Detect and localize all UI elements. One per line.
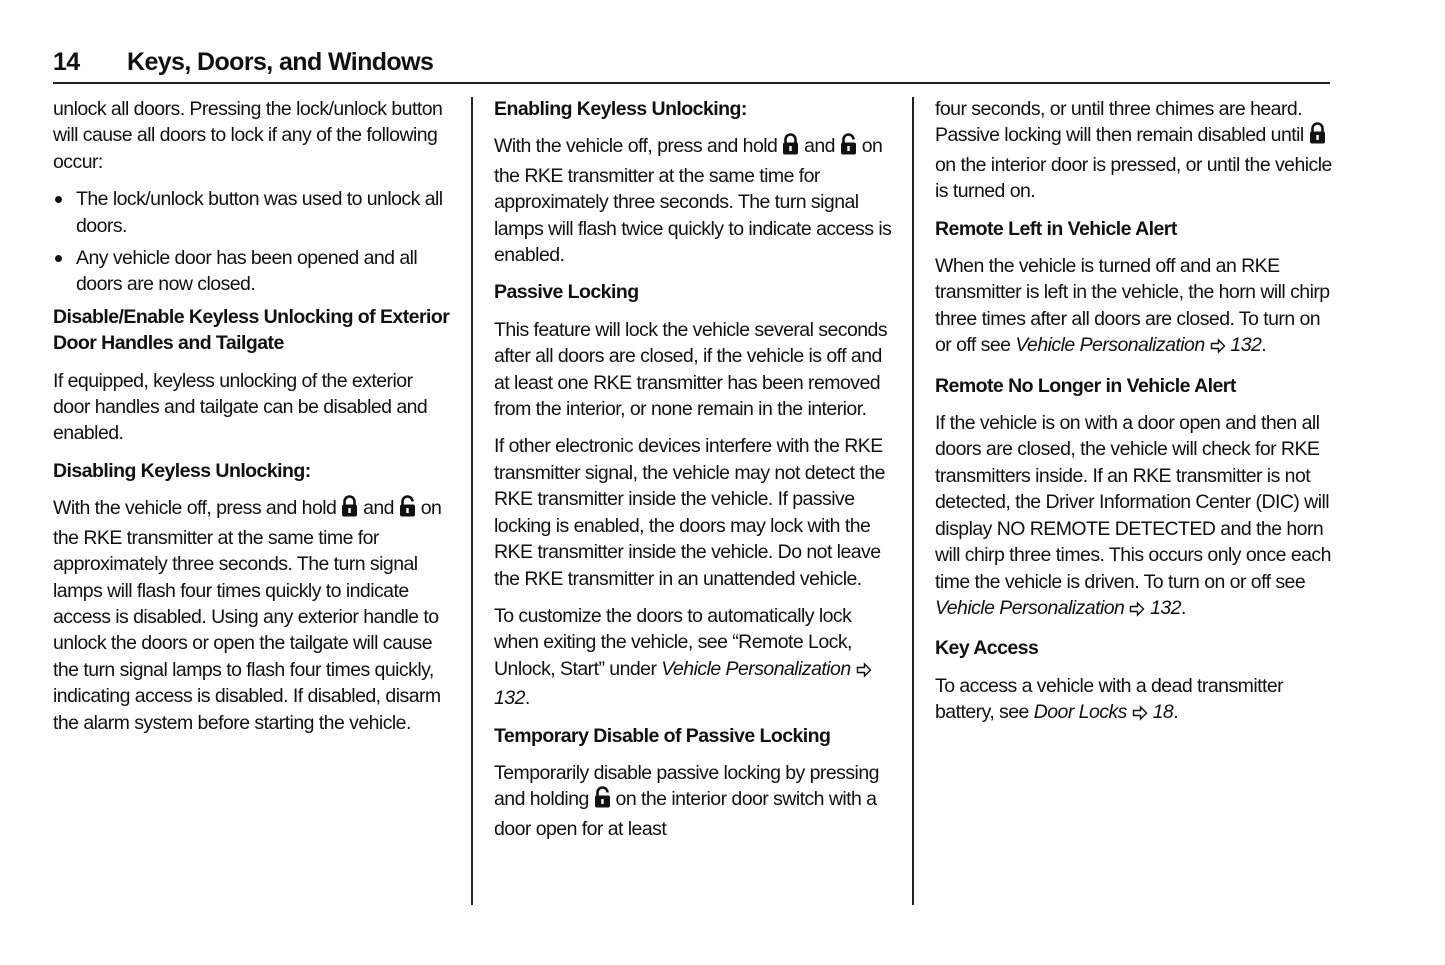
text: Remote No Longer in Vehicle Alert xyxy=(935,374,1236,397)
cross-reference: Vehicle Personalization xyxy=(1015,334,1205,357)
lock-icon xyxy=(782,133,799,162)
see-reference-arrow-icon xyxy=(856,659,872,685)
text: on the RKE transmitter at the same time for approximately three seconds. The turn signal lamps will flash four times quickly to indicate access is disabled. Using any exterior handle to unlock the doors or open the tailgate will cause the turn signal lamps to flash four times quickly, indicating access is disabled. If disabled, disarm the alarm system before starting the vehicle. xyxy=(53,497,442,734)
cross-reference: 18 xyxy=(1147,701,1174,724)
section-heading xyxy=(935,216,1333,242)
text: . xyxy=(524,687,530,710)
text: unlock all doors. Pressing the lock/unlock button will cause all doors to lock if any of the following occur: xyxy=(53,98,443,173)
bullet-item xyxy=(53,186,451,239)
paragraph xyxy=(494,133,892,268)
section-heading xyxy=(494,723,892,749)
column-1 xyxy=(53,96,451,747)
text: Any vehicle door has been opened and all doors are now closed. xyxy=(76,247,418,296)
text: When the vehicle is turned off and an RKE transmitter is left in the vehicle, the horn will chirp three times after all doors are closed. To turn on or off see xyxy=(935,255,1330,357)
text: and xyxy=(358,497,399,520)
text: Passive Locking xyxy=(494,281,639,304)
paragraph xyxy=(494,433,892,591)
text: Enabling Keyless Unlocking: xyxy=(494,98,747,120)
lock-icon xyxy=(341,495,358,524)
paragraph xyxy=(494,760,892,842)
column-2 xyxy=(494,96,892,853)
text: Key Access xyxy=(935,637,1039,660)
see-reference-arrow-icon xyxy=(1132,702,1148,728)
unlock-icon xyxy=(840,133,857,162)
paragraph xyxy=(494,317,892,423)
see-reference-arrow-icon xyxy=(1129,598,1145,624)
cross-reference: Vehicle Personalization xyxy=(935,596,1125,619)
page-title: Keys, Doors, and Windows xyxy=(127,48,434,76)
text: Disable/Enable Keyless Unlocking of Exterior Door Handles and Tailgate xyxy=(53,305,450,355)
text: four seconds, or until three chimes are heard. Passive locking will then remain disabled until xyxy=(935,98,1309,147)
text: Temporary Disable of Passive Locking xyxy=(494,724,831,747)
section-heading xyxy=(935,373,1333,399)
text: Remote Left in Vehicle Alert xyxy=(935,217,1177,240)
section-heading xyxy=(935,635,1333,661)
bullet-item xyxy=(53,245,451,298)
cross-reference: Vehicle Personalization xyxy=(661,657,851,680)
paragraph xyxy=(53,368,451,447)
text: If other electronic devices interfere with the RKE transmitter signal, the vehicle may not detect the RKE transmitter inside the vehicle. If passive locking is enabled, the doors may lock with the RKE transmitter inside the vehicle. Do not leave the RKE transmitter in an unattended vehicle. xyxy=(494,435,885,590)
see-reference-arrow-icon xyxy=(1210,335,1226,361)
section-heading xyxy=(494,96,892,122)
text: Disabling Keyless Unlocking: xyxy=(53,459,311,482)
text: and xyxy=(799,135,840,158)
cross-reference: Door Locks xyxy=(1033,701,1127,724)
text: To access a vehicle with a dead transmitter battery, see xyxy=(935,674,1284,724)
page-number: 14 xyxy=(53,48,80,76)
cross-reference: 132 xyxy=(1145,596,1181,619)
cross-reference: 132 xyxy=(494,687,525,710)
text: on the interior door switch with a door open for at least xyxy=(494,788,877,840)
paragraph xyxy=(935,253,1333,362)
cross-reference: 132 xyxy=(1225,334,1262,357)
text: on the interior door is pressed, or until the vehicle is turned on. xyxy=(935,153,1332,203)
text: on the RKE transmitter at the same time for approximately three seconds. The turn signal lamps will flash twice quickly to indicate access is enabled. xyxy=(494,135,892,267)
text: . xyxy=(1261,334,1267,357)
paragraph xyxy=(53,96,451,175)
text: With the vehicle off, press and hold xyxy=(53,497,342,520)
text: The lock/unlock button was used to unlock all doors. xyxy=(76,188,443,237)
paragraph xyxy=(935,410,1333,624)
header-rule xyxy=(53,82,1330,84)
column-divider xyxy=(471,97,473,905)
text: This feature will lock the vehicle several seconds after all doors are closed, if the vehicle is off and at least one RKE transmitter has been removed from the interior, or none remain in the interior. xyxy=(494,318,888,421)
section-heading xyxy=(53,458,451,484)
lock-icon xyxy=(1309,122,1326,151)
text: . xyxy=(1173,701,1179,724)
column-3 xyxy=(935,96,1333,740)
page-header xyxy=(53,48,433,77)
text: If the vehicle is on with a door open and then all doors are closed, the vehicle will check for RKE transmitters inside. If an RKE transmitter is not detected, the Driver Information Center (DIC) will display NO REMOTE DETECTED and the horn will chirp three times. This occurs only once each time the vehicle is driven. To turn on or off see xyxy=(935,412,1331,593)
text: . xyxy=(1180,596,1186,619)
text: If equipped, keyless unlocking of the exterior door handles and tailgate can be disabled and enabled. xyxy=(53,369,428,445)
section-heading xyxy=(494,279,892,305)
paragraph xyxy=(935,96,1333,205)
section-heading xyxy=(53,304,451,357)
paragraph xyxy=(935,673,1333,729)
paragraph xyxy=(53,495,451,736)
column-divider xyxy=(912,97,914,905)
unlock-icon xyxy=(594,786,611,815)
text: To customize the doors to automatically lock when exiting the vehicle, see “Remote Lock, Unlock, Start” under xyxy=(494,604,852,680)
unlock-icon xyxy=(399,495,416,524)
text: Temporarily disable passive locking by pressing and holding xyxy=(494,761,879,811)
text: With the vehicle off, press and hold xyxy=(494,135,783,158)
paragraph xyxy=(494,603,892,712)
